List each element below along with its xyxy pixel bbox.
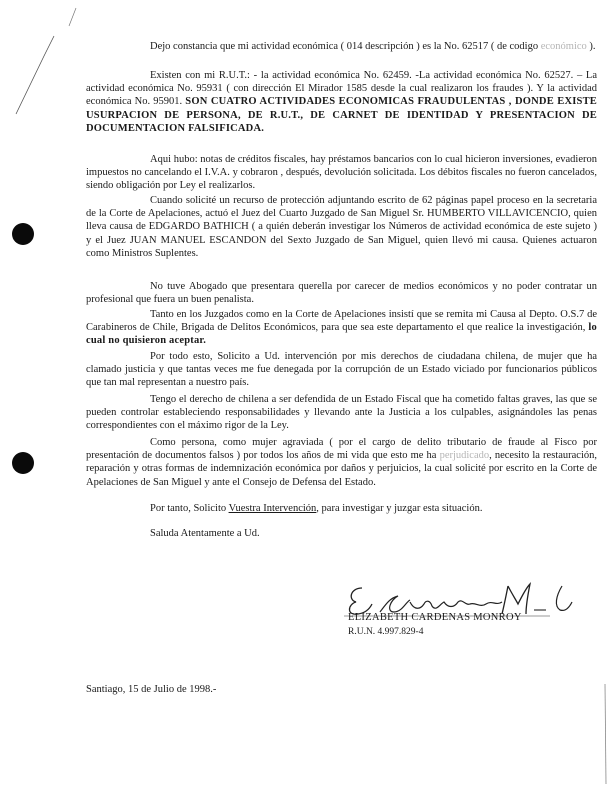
p1-text-b: ).	[586, 41, 596, 52]
paragraph-os7-request	[86, 308, 597, 348]
paragraph-no-lawyer: No tuve Abogado que presentara querella por carecer de medios económicos y no poder contratar un profesional que fuera un buen penalista.	[86, 281, 597, 306]
p9-faint-text: perjudicado	[439, 450, 490, 462]
paragraph-fraudulent-activities	[86, 69, 597, 135]
paragraph-final-request	[86, 502, 597, 515]
margin-scribble	[14, 6, 84, 116]
paragraph-citizen-rights: Tengo el derecho de chilena a ser defendida de un Estado Fiscal que ha cometido faltas graves, las que se pueden controlar estableciendo responsabilidades y llevando ante la Justicia a los culpables, asignándoles las penas correspondientes con el máximo rigor de la Ley.	[86, 394, 597, 432]
paragraph-activity-code	[86, 40, 597, 53]
p9-text-b: , necesito la restauración, reparación y otras formas de indemnización económica por daños y perjuicios, la cual solicité por escrito en la Corte de Apelaciones de San Miguel y ante el Consejo de Defensa del Estado.	[86, 450, 597, 488]
p10-underlined-text: Vuestra Intervención	[228, 503, 317, 514]
p6-text: Tanto en los Juzgados como en la Corte de Apelaciones insistí que se remita mi Causa al Depto. O.S.7 de Carabineros de Chile, Brigada de Delitos Económicos, para que sea este departamento el que realice la investigación,	[86, 309, 597, 334]
paragraph-intervention-request: Por todo esto, Solicito a Ud. intervención por mis derechos de ciudadana chilena, de mujer que ha clamado justicia y que tantas veces me fue denegada por la corrupción de un Estado viciado por funcionarios públicos que tan mal representan a nuestro país.	[86, 351, 597, 389]
page-edge-mark	[600, 684, 610, 784]
document-date: Santiago, 15 de Julio de 1998.-	[86, 684, 217, 695]
closing-salutation: Saluda Atentamente a Ud.	[150, 528, 260, 539]
paragraph-protection-appeal: Cuando solicité un recurso de protección adjuntando escrito de 62 páginas papel proceso en la secretaria de la Corte de Apelaciones, actuó el Juez del Cuarto Juzgado de San Miguel Sr. HUMBERTO VILLAVICENCIO, quien lleva causa de EDGARDO BATHICH ( a quién deberán investigar los Números de actividad económica de este sujeto ) y el Juez JUAN MANUEL ESCANDON del Sexto Juzgado de San Miguel, quien llevó mi causa. Quienes actuaron como Ministros Suplentes.	[86, 195, 597, 259]
p1-text-a: Dejo constancia que mi actividad económica ( 014 descripción ) es la No. 62517 ( de codigo	[150, 41, 541, 52]
p1-faint-text: económico	[540, 41, 587, 52]
signatory-name: ELIZABETH CARDENAS MONROY	[348, 612, 522, 623]
paragraph-tax-credits: Aqui hubo: notas de créditos fiscales, hay préstamos bancarios con lo cual hicieron inversiones, evadieron impuestos no cancelando el I.V.A. y cobraron , después, devolución solicitada. Los débitos fiscales no fueron cancelados, siendo obligación por Ley el realizarlos.	[86, 154, 597, 192]
signatory-run: R.U.N. 4.997.829-4	[348, 627, 424, 637]
p6-bold-text: lo cual no quisieron aceptar.	[86, 322, 597, 347]
p10-text-b: , para investigar y juzgar esta situación.	[316, 503, 483, 514]
p9-text-a: Como persona, como mujer agraviada ( por el cargo de delito tributario de fraude al Fisco por presentación de documentos falsos ) por todos los años de mi vida que esto me ha	[86, 437, 597, 462]
punch-hole-top	[12, 223, 34, 245]
paragraph-compensation	[86, 436, 597, 489]
punch-hole-bottom	[12, 452, 34, 474]
p2-bold-text: SON CUATRO ACTIVIDADES ECONOMICAS FRAUDULENTAS , DONDE EXISTE USURPACION DE PERSONA, DE R.U.T., DE CARNET DE IDENTIDAD Y PRESENTACION DE DOCUMENTACION FALSIFICADA.	[86, 96, 597, 134]
p2-text: Existen con mi R.U.T.: - la actividad económica No. 62459. -La actividad económica No. 62527. – La actividad económica No. 95931 ( con dirección El Mirador 1585 desde la cual realizaron los fraudes ). Y la actividad económica No. 95901.	[86, 70, 597, 108]
p10-text-a: Por tanto, Solicito	[150, 503, 229, 514]
